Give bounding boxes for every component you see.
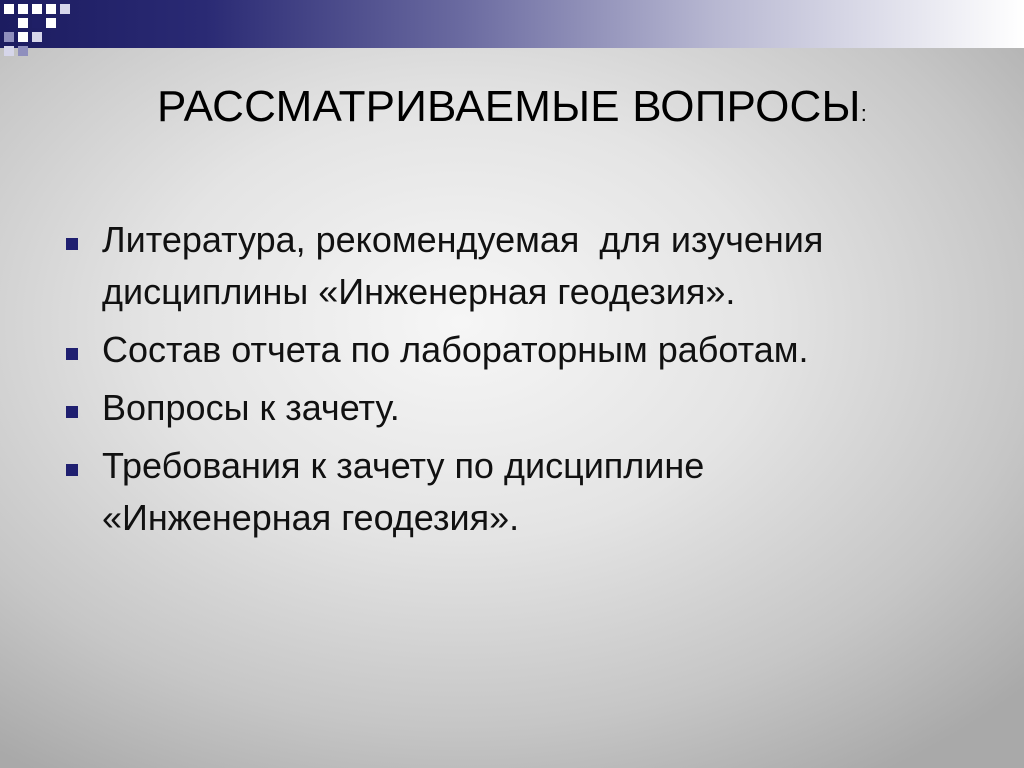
decor-square (4, 46, 14, 56)
decor-square (46, 4, 56, 14)
bullet-item (62, 440, 962, 544)
decor-square (4, 32, 14, 42)
decor-square (46, 18, 56, 28)
bullet-line: дисциплины «Инженерная геодезия». (102, 271, 736, 312)
bullet-line: Требования к зачету по дисциплине (102, 445, 705, 486)
decor-square (18, 32, 28, 42)
decor-square (18, 4, 28, 14)
decor-square (32, 4, 42, 14)
bullet-line: Литература, рекомендуемая для изучения (102, 219, 824, 260)
bullet-line: «Инженерная геодезия». (102, 497, 520, 538)
decor-square (18, 18, 28, 28)
square-bullet-icon (66, 464, 78, 476)
slide-title-text: РАССМАТРИВАЕМЫЕ ВОПРОСЫ (157, 82, 861, 131)
decor-square (60, 4, 70, 14)
square-bullet-icon (66, 406, 78, 418)
slide-title (0, 82, 1024, 132)
slide-title-colon: : (860, 101, 867, 126)
decor-square (4, 4, 14, 14)
bullet-item (62, 214, 962, 318)
bullet-line: Вопросы к зачету. (102, 387, 400, 428)
header-gradient-bar (0, 0, 1024, 48)
square-bullet-icon (66, 238, 78, 250)
square-bullet-icon (66, 348, 78, 360)
decor-square (32, 18, 42, 28)
decor-square (18, 46, 28, 56)
decor-square (32, 32, 42, 42)
bullet-list (62, 214, 962, 550)
bullet-item (62, 324, 962, 376)
bullet-line: Состав отчета по лабораторным работам. (102, 329, 809, 370)
bullet-item (62, 382, 962, 434)
